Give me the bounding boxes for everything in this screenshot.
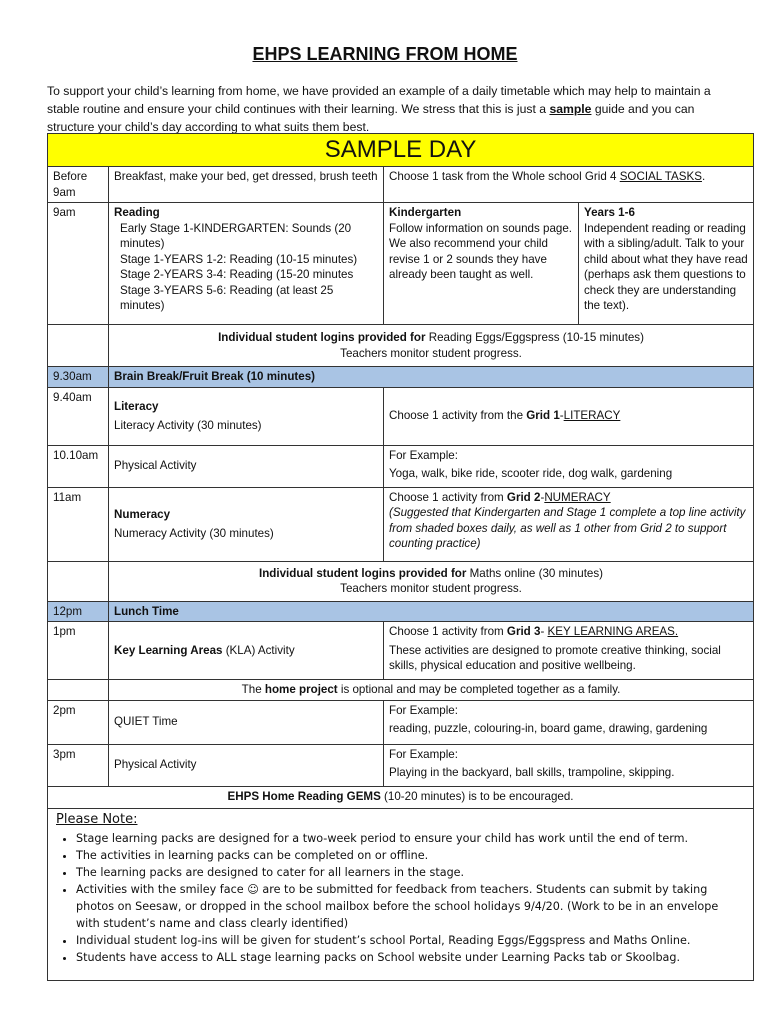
row-numeracy <box>48 487 754 561</box>
reading-cell <box>109 203 384 325</box>
numeracy-heading: Numeracy <box>114 508 171 521</box>
time-cell-empty <box>48 561 109 601</box>
dash: - <box>559 409 564 423</box>
logins-rest: Maths online (30 minutes) <box>466 566 604 580</box>
row-literacy <box>48 387 754 445</box>
physical-label: Physical Activity <box>109 445 384 487</box>
time-cell: 2pm <box>48 700 109 744</box>
time-cell: 1pm <box>48 622 109 680</box>
detail-text: Choose 1 activity from the <box>389 409 527 423</box>
time-cell: 9.30am <box>48 367 109 388</box>
logins-line2: Teachers monitor student progress. <box>340 582 522 595</box>
page-title: EHPS LEARNING FROM HOME <box>252 44 518 64</box>
numeracy-sub: Numeracy Activity (30 minutes) <box>114 526 274 540</box>
numeracy-suggestion: (Suggested that Kindergarten and Stage 1 complete a top line activity from shaded boxes daily, as well as 1 other from Grid 2 to support counting practice) <box>389 506 746 550</box>
home-project-bold: home project <box>264 683 338 696</box>
home-project-post: is optional and may be completed together as a family. <box>337 683 621 696</box>
physical-label: Physical Activity <box>109 744 384 786</box>
physical-detail <box>384 744 754 786</box>
numeracy-cell <box>109 487 384 561</box>
note-item: • The learning packs are designed to cater for all learners in the stage. <box>76 864 745 881</box>
kla-description: These activities are designed to promote creative thinking, social skills, physical education and positive wellbeing. <box>389 643 721 672</box>
detail-text-end: . <box>701 170 706 183</box>
reading-item: Stage 1-YEARS 1-2: Reading (10-15 minutes) <box>120 252 358 266</box>
detail-text: Choose 1 activity from <box>389 625 507 638</box>
note-item: • Students have access to ALL stage learning packs on School website under Learning Packs tab or Skoolbag. <box>76 949 745 966</box>
time-cell: 10.10am <box>48 445 109 487</box>
dash: - <box>540 625 548 638</box>
quiet-label: QUIET Time <box>109 700 384 744</box>
numeracy-link[interactable]: NUMERACY <box>544 490 611 504</box>
row-physical-2 <box>48 744 754 786</box>
home-project-pre: The <box>241 683 265 696</box>
example-heading: For Example: <box>389 448 458 462</box>
row-physical-1 <box>48 445 754 487</box>
home-project-cell <box>109 680 754 701</box>
time-cell: 11am <box>48 487 109 561</box>
physical-detail <box>384 445 754 487</box>
literacy-cell <box>109 387 384 445</box>
literacy-link[interactable]: LITERACY <box>563 409 621 423</box>
logins-cell <box>109 561 754 601</box>
years-heading: Years 1-6 <box>584 206 635 219</box>
reading-item: Early Stage 1-KINDERGARTEN: Sounds (20 minutes) <box>120 221 352 250</box>
reading-item: Stage 2-YEARS 3-4: Reading (15-20 minutes <box>120 268 354 281</box>
intro-text-before: To support your child’s learning from home, we have provided an example of a daily timetable which may help to maintain a stable routine and ensure your child continues with their learning. We stress that this is just a <box>47 84 711 116</box>
brain-break-label: Brain Break/Fruit Break (10 minutes) <box>109 367 754 388</box>
logins-bold: Individual student logins provided for <box>218 331 426 344</box>
note-item: • Stage learning packs are designed for a two-week period to ensure your child has work until the end of term. <box>76 830 745 847</box>
years-text: Independent reading or reading with a sibling/adult. Talk to your child about what they have read (perhaps ask them questions to check they are understanding the text). <box>584 221 748 312</box>
grid-label: Grid 3 <box>506 625 541 638</box>
sample-day-banner: SAMPLE DAY <box>48 134 754 167</box>
row-before-9am <box>48 167 754 203</box>
lunch-label: Lunch Time <box>109 601 754 622</box>
kindergarten-heading: Kindergarten <box>389 206 462 219</box>
logins-rest: Reading Eggs/Eggspress (10-15 minutes) <box>425 331 644 344</box>
gems-cell <box>48 786 754 808</box>
intro-paragraph <box>47 82 737 136</box>
literacy-sub: Literacy Activity (30 minutes) <box>114 418 262 432</box>
gems-bold: EHPS Home Reading GEMS <box>227 790 381 804</box>
grid-label: Grid 2 <box>506 490 541 504</box>
reading-heading: Reading <box>114 206 160 219</box>
activity-cell: Breakfast, make your bed, get dressed, brush teeth <box>109 167 384 203</box>
note-item: • Activities with the smiley face ☺ are to be submitted for feedback from teachers. Students can submit by taking photos on Seesaw, or dropped in the school mailbox before the school holidays 9/4/20. (Work to be in an envelope with student’s name and class clearly identified) <box>76 881 745 932</box>
quiet-detail <box>384 700 754 744</box>
row-logins-reading <box>48 325 754 367</box>
intro-text-after: guide and you can structure your child’s day according to what suits them best. <box>47 102 695 134</box>
logins-bold: Individual student logins provided for <box>259 566 467 580</box>
row-reading <box>48 203 754 325</box>
literacy-heading: Literacy <box>114 400 159 413</box>
time-cell: 3pm <box>48 744 109 786</box>
kla-bold: Key Learning Areas <box>114 643 223 657</box>
row-logins-maths <box>48 561 754 601</box>
sample-day-banner-row <box>48 134 754 167</box>
kla-rest: (KLA) Activity <box>222 643 295 657</box>
grid-label: Grid 1 <box>526 409 560 423</box>
detail-text: Choose 1 activity from <box>389 490 507 504</box>
reading-item: Stage 3-YEARS 5-6: Reading (at least 25 minutes) <box>120 283 334 312</box>
time-cell: 9am <box>48 203 109 325</box>
kla-detail <box>384 622 754 680</box>
kindergarten-text: Follow information on sounds page. We also recommend your child revise 1 or 2 sounds they have already been taught as well. <box>389 221 573 281</box>
example-heading: For Example: <box>389 747 458 761</box>
example-text: Yoga, walk, bike ride, scooter ride, dog walk, gardening <box>389 467 673 480</box>
dash: - <box>540 490 545 504</box>
kla-link[interactable]: KEY LEARNING AREAS. <box>547 625 679 638</box>
example-text: Playing in the backyard, ball skills, trampoline, skipping. <box>389 766 675 779</box>
time-cell-empty <box>48 325 109 367</box>
detail-text: Choose 1 task from the Whole school Grid 4 <box>389 170 620 183</box>
kindergarten-cell <box>384 203 579 325</box>
logins-cell <box>109 325 754 367</box>
note-item: • Individual student log-ins will be given for student’s school Portal, Reading Eggs/Eggspress and Maths Online. <box>76 932 745 949</box>
time-cell: 9.40am <box>48 387 109 445</box>
time-cell-empty <box>48 680 109 701</box>
example-text: reading, puzzle, colouring-in, board game, drawing, gardening <box>389 722 708 735</box>
gems-rest: (10-20 minutes) is to be encouraged. <box>380 790 574 804</box>
note-item: • The activities in learning packs can be completed on or offline. <box>76 847 745 864</box>
timetable <box>47 133 754 981</box>
intro-emphasis: sample <box>549 102 592 116</box>
notes-cell <box>48 808 754 980</box>
numeracy-detail <box>384 487 754 561</box>
row-quiet <box>48 700 754 744</box>
literacy-detail <box>384 387 754 445</box>
row-home-project <box>48 680 754 701</box>
row-gems <box>48 786 754 808</box>
row-notes <box>48 808 754 980</box>
time-cell: 12pm <box>48 601 109 622</box>
years-cell <box>579 203 754 325</box>
detail-cell <box>384 167 754 203</box>
notes-title: Please Note: <box>56 811 138 827</box>
row-brain-break <box>48 367 754 388</box>
row-kla <box>48 622 754 680</box>
example-heading: For Example: <box>389 703 458 717</box>
kla-cell <box>109 622 384 680</box>
notes-list <box>56 830 745 966</box>
logins-line2: Teachers monitor student progress. <box>340 346 522 360</box>
row-lunch <box>48 601 754 622</box>
social-tasks-link[interactable]: SOCIAL TASKS <box>619 170 702 183</box>
time-cell: Before 9am <box>48 167 109 203</box>
